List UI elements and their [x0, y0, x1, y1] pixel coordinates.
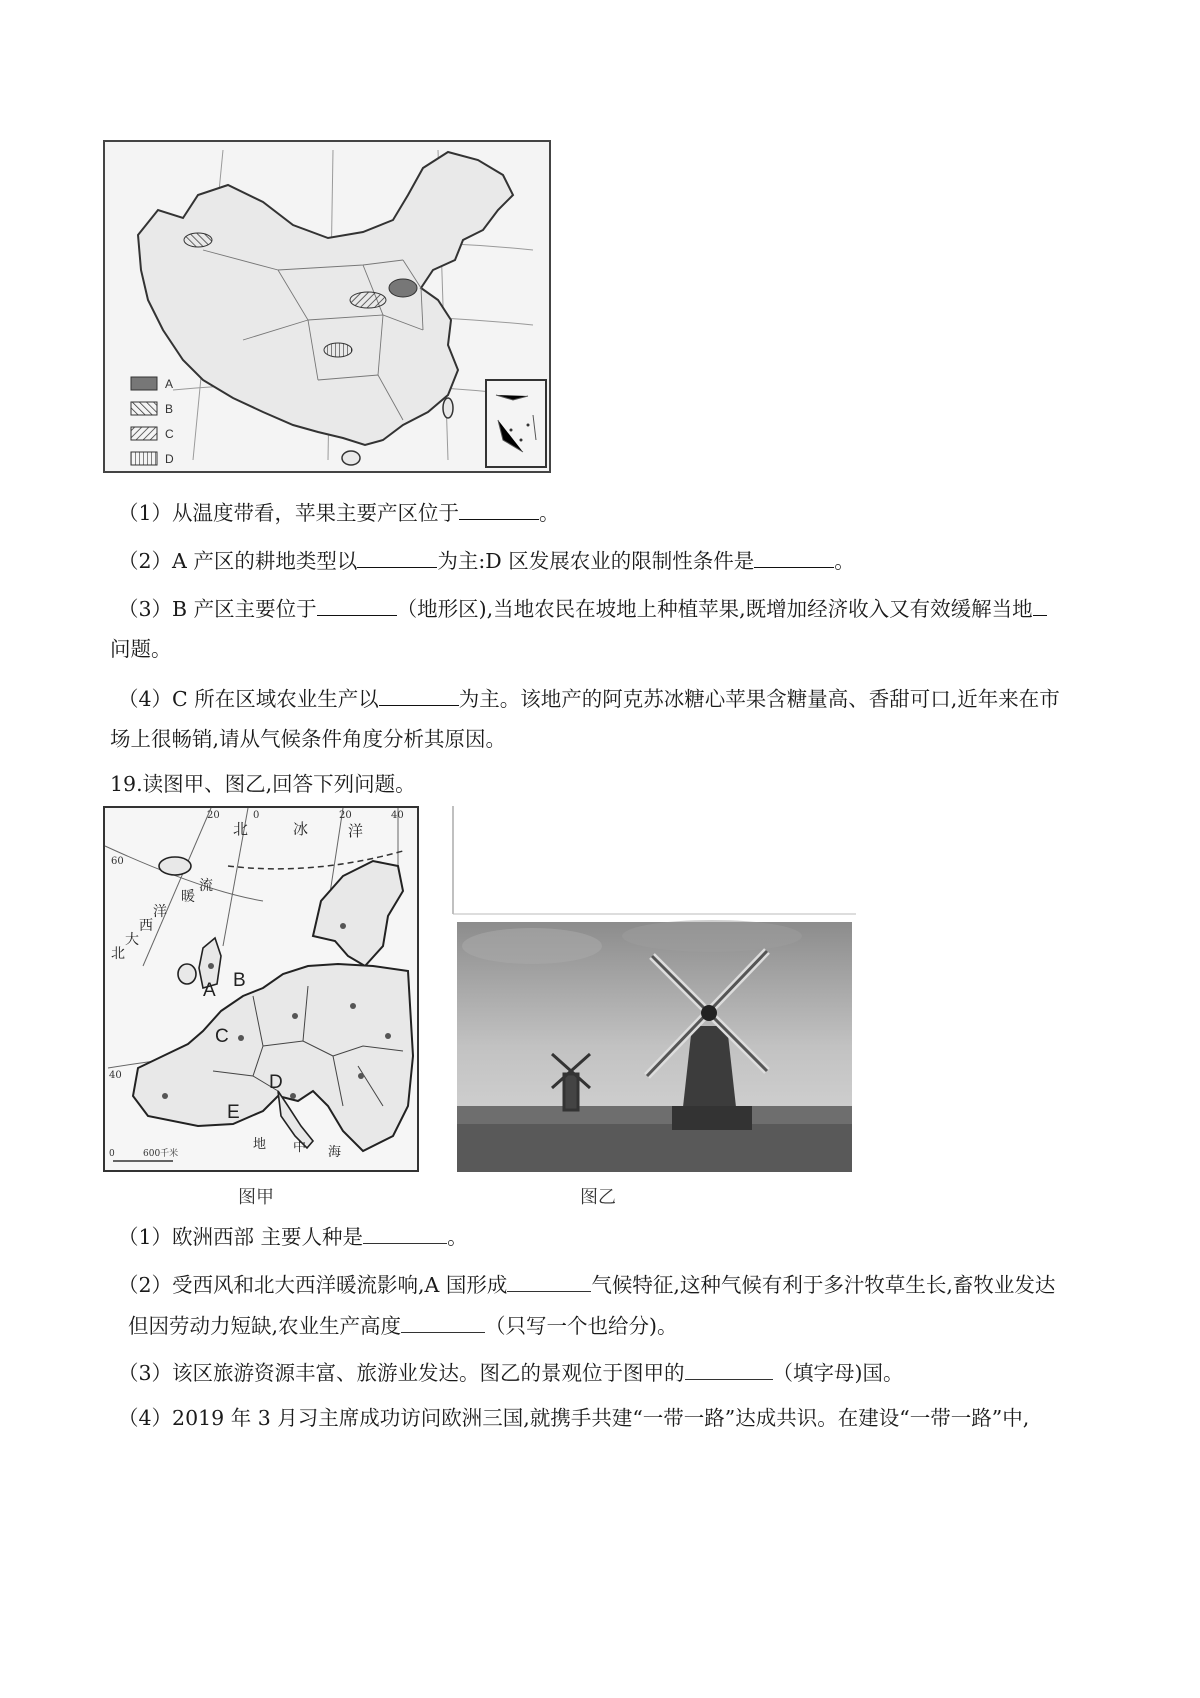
answer-blank[interactable]: [1033, 593, 1047, 616]
svg-text:暖: 暖: [181, 889, 195, 905]
svg-text:地: 地: [253, 1137, 267, 1152]
caption-jia: 图甲: [238, 1187, 274, 1208]
answer-blank[interactable]: [363, 1221, 447, 1244]
q18-part3: （3）B 产区主要位于 （地形区),当地农民在坡地上种植苹果,既增加经济收入又有效缓解当地: [118, 593, 1047, 623]
south-china-sea-inset: [486, 380, 546, 467]
q19-part4: （4）2019 年 3 月习主席成功访问欧洲三国,就携手共建“一带一路”达成共识。在建设“一带一路”中,: [118, 1406, 1030, 1430]
caption-yi: 图乙: [580, 1187, 616, 1208]
country-letter-a: A: [203, 980, 216, 1001]
answer-blank[interactable]: [685, 1357, 773, 1380]
q18-part2: （2）A 产区的耕地类型以 为主:D 区发展农业的限制性条件是 。: [118, 545, 855, 575]
windmill-photo: [452, 806, 857, 1178]
europe-map-figure: [103, 806, 421, 1174]
answer-blank[interactable]: [379, 683, 459, 706]
svg-text:洋: 洋: [153, 904, 167, 920]
svg-text:北: 北: [233, 820, 249, 838]
legend-label: C: [165, 427, 174, 441]
q18-part4: （4）C 所在区域农业生产以 为主。该地产的阿克苏冰糖心苹果含糖量高、香甜可口,近年来在市: [118, 683, 1060, 713]
legend-label: D: [165, 452, 174, 466]
answer-blank[interactable]: [754, 545, 834, 568]
country-letter-b: B: [233, 970, 246, 991]
svg-text:西: 西: [139, 918, 153, 934]
answer-blank[interactable]: [459, 497, 539, 520]
svg-text:0: 0: [253, 810, 260, 821]
svg-text:海: 海: [328, 1145, 342, 1160]
legend-label: B: [165, 402, 174, 416]
svg-text:冰: 冰: [293, 820, 309, 838]
svg-text:洋: 洋: [348, 822, 364, 840]
answer-blank[interactable]: [357, 545, 437, 568]
svg-text:20: 20: [339, 810, 352, 821]
legend-label: A: [165, 377, 174, 391]
q19-part2-cont: 但因劳动力短缺,农业生产高度 （只写一个也给分)。: [128, 1310, 678, 1340]
answer-blank[interactable]: [317, 593, 397, 616]
svg-text:大: 大: [125, 932, 139, 948]
q19-part3: （3）该区旅游资源丰富、旅游业发达。图乙的景观位于图甲的 （填字母)国。: [118, 1357, 904, 1387]
svg-text:流: 流: [199, 878, 213, 894]
answer-blank[interactable]: [507, 1269, 591, 1292]
q18-part4-cont: 场上很畅销,请从气候条件角度分析其原因。: [110, 727, 507, 751]
china-map-figure: [103, 140, 553, 475]
q18-part1: （1）从温度带看，苹果主要产区位于 。: [118, 497, 560, 527]
svg-text:40: 40: [109, 1070, 122, 1081]
svg-text:20: 20: [207, 810, 220, 821]
svg-text:0: 0: [109, 1149, 115, 1159]
q19-title: 19.读图甲、图乙,回答下列问题。: [110, 772, 416, 796]
country-letter-c: C: [215, 1026, 229, 1047]
svg-text:60: 60: [111, 856, 124, 867]
svg-text:中: 中: [293, 1140, 307, 1155]
q19-part1: （1）欧洲西部 主要人种是 。: [118, 1221, 468, 1251]
q19-part2: （2）受西风和北大西洋暖流影响,A 国形成 气候特征,这种气候有利于多汁牧草生长,畜牧业发达: [118, 1269, 1055, 1299]
country-letter-d: D: [269, 1072, 283, 1093]
svg-text:600千米: 600千米: [143, 1149, 179, 1159]
q18-part3-cont: 问题。: [110, 637, 172, 661]
answer-blank[interactable]: [401, 1310, 485, 1333]
country-letter-e: E: [227, 1102, 240, 1123]
svg-text:40: 40: [391, 810, 404, 821]
svg-text:北: 北: [111, 946, 125, 962]
